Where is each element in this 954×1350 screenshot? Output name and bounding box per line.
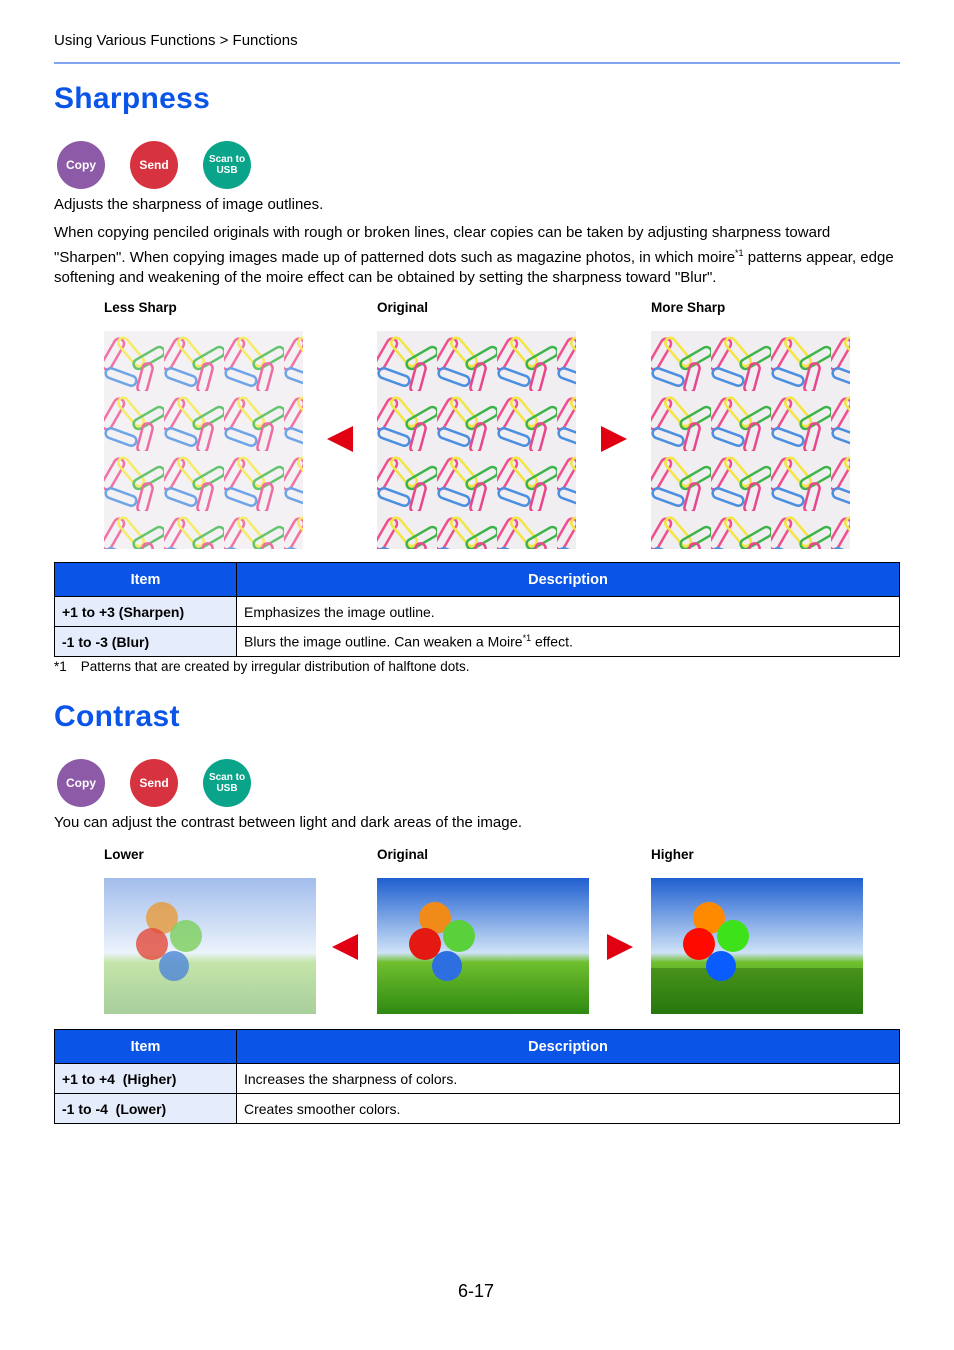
contrast-table bbox=[54, 1029, 900, 1124]
scan-to-usb-line2: USB bbox=[216, 165, 238, 176]
scan-to-usb-line2: USB bbox=[216, 783, 238, 794]
scan-to-usb-line1: Scan to bbox=[208, 772, 246, 783]
caption-more-sharp: More Sharp bbox=[651, 300, 726, 315]
arrow-left-icon bbox=[332, 934, 358, 960]
table-header-item: Item bbox=[55, 563, 237, 597]
sharpness-body-text-2: patterns appear, edge softening and weakening of the moire effect can be obtained by setting the sharpness toward "Blur". bbox=[54, 249, 894, 286]
page-number: 6-17 bbox=[458, 1281, 495, 1301]
table-cell-item: -1 to -4 (Lower) bbox=[55, 1094, 237, 1124]
arrow-right-icon bbox=[607, 934, 633, 960]
description-text-1: Blurs the image outline. Can weaken a Moire bbox=[244, 633, 523, 650]
footnote-ref: *1 bbox=[735, 248, 744, 258]
copy-badge: Copy bbox=[57, 759, 105, 807]
table-row bbox=[55, 597, 900, 627]
footnote-text: Patterns that are created by irregular distribution of halftone dots. bbox=[80, 659, 470, 674]
caption-less-sharp: Less Sharp bbox=[104, 300, 177, 315]
table-row bbox=[55, 1094, 900, 1124]
send-badge: Send bbox=[130, 759, 178, 807]
table-header-description: Description bbox=[237, 1030, 900, 1064]
scan-to-usb-line1: Scan to bbox=[208, 154, 246, 165]
table-cell-item: -1 to -3 (Blur) bbox=[55, 627, 237, 657]
arrow-left-icon bbox=[327, 426, 353, 452]
sharpness-intro: Adjusts the sharpness of image outlines. bbox=[54, 196, 324, 213]
table-cell-description bbox=[237, 627, 900, 657]
balloons-original-image bbox=[377, 878, 589, 1014]
table-header-description: Description bbox=[237, 563, 900, 597]
sharpness-body bbox=[54, 223, 900, 288]
contrast-intro: You can adjust the contrast between light and dark areas of the image. bbox=[54, 814, 523, 831]
caption-original: Original bbox=[377, 300, 429, 315]
contrast-title: Contrast bbox=[54, 700, 180, 733]
caption-higher: Higher bbox=[651, 847, 694, 862]
paperclips-more-sharp-image bbox=[651, 331, 850, 549]
description-text-2: effect. bbox=[531, 633, 573, 650]
table-row bbox=[55, 627, 900, 657]
sharpness-table bbox=[54, 562, 900, 657]
table-cell-description: Increases the sharpness of colors. bbox=[237, 1064, 900, 1094]
scan-to-usb-badge bbox=[203, 141, 251, 189]
table-cell-description: Creates smoother colors. bbox=[237, 1094, 900, 1124]
balloons-lower-image bbox=[104, 878, 316, 1014]
footnote-mark: *1 bbox=[54, 659, 67, 674]
table-header-item: Item bbox=[55, 1030, 237, 1064]
arrow-right-icon bbox=[601, 426, 627, 452]
footnote-ref: *1 bbox=[522, 633, 532, 644]
send-badge: Send bbox=[130, 141, 178, 189]
scan-to-usb-badge bbox=[203, 759, 251, 807]
copy-badge: Copy bbox=[57, 141, 105, 189]
table-cell-item: +1 to +3 (Sharpen) bbox=[55, 597, 237, 627]
table-cell-description: Emphasizes the image outline. bbox=[237, 597, 900, 627]
sharpness-body-text-1: When copying penciled originals with rough or broken lines, clear copies can be taken by adjusting sharpness toward "Sharpen". When copying images made up of patterned dots such as magazine photos, in which moire bbox=[54, 224, 831, 266]
table-cell-item: +1 to +4 (Higher) bbox=[55, 1064, 237, 1094]
breadcrumb: Using Various Functions > Functions bbox=[54, 32, 298, 49]
sharpness-title: Sharpness bbox=[54, 82, 211, 115]
caption-original: Original bbox=[377, 847, 429, 862]
table-row bbox=[55, 1064, 900, 1094]
balloons-higher-image bbox=[651, 878, 863, 1014]
paperclips-less-sharp-image bbox=[104, 331, 303, 549]
paperclips-original-image bbox=[377, 331, 576, 549]
caption-lower: Lower bbox=[104, 847, 144, 862]
footnote bbox=[54, 659, 469, 674]
header-divider bbox=[54, 62, 900, 64]
